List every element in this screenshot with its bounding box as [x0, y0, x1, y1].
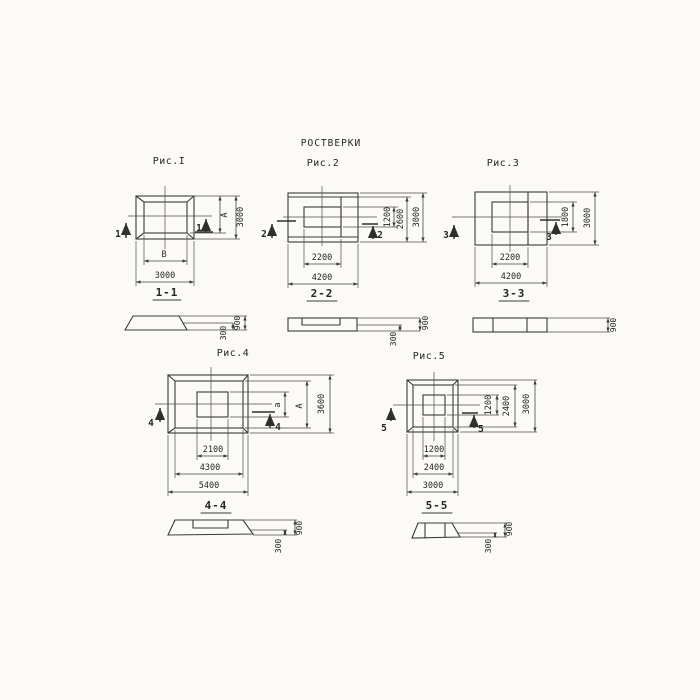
fig2-dim-height-inner: 1200	[383, 206, 393, 228]
fig2-dim-height-mid: 2600	[396, 208, 406, 230]
fig1-dim-height-inner: А	[220, 212, 230, 218]
fig4-caption: Рис.4	[216, 348, 250, 359]
fig4-plan-inner	[197, 392, 228, 417]
fig3-caption: Рис.3	[486, 158, 520, 169]
fig5-section-markers	[381, 408, 484, 435]
fig5-plan	[393, 372, 480, 441]
fig1-plan-inner	[144, 202, 187, 233]
fig1-dimensions	[136, 196, 246, 286]
figure-5	[381, 351, 537, 553]
fig4-dim-height-outer: 3600	[317, 393, 327, 415]
fig3-section-title: 3-3	[502, 287, 526, 300]
fig3-section-marker-right: 3	[546, 232, 552, 243]
fig2-section-dim-height: 900	[421, 315, 430, 331]
fig5-dim-width-inner: 1200	[423, 445, 445, 455]
fig1-plan	[128, 186, 212, 249]
fig4-dimensions	[168, 375, 334, 496]
fig5-profile-outline	[412, 523, 460, 538]
fig5-plan-outline	[407, 380, 458, 432]
fig2-section-marker-left: 2	[261, 229, 267, 240]
fig3-dim-width-outer: 4200	[500, 272, 522, 282]
fig5-caption: Рис.5	[412, 351, 446, 362]
fig4-dim-height-mid: А	[295, 403, 305, 409]
fig5-dimensions	[407, 380, 537, 496]
fig3-section-profile	[473, 318, 618, 333]
fig5-dim-height-inner: 1200	[484, 394, 494, 416]
fig4-dim-width-outer: 5400	[198, 481, 220, 491]
fig5-dim-width-outer: 3000	[422, 481, 444, 491]
fig4-section-title: 4-4	[204, 499, 228, 512]
fig4-section-marker-left: 4	[148, 418, 154, 429]
fig3-dim-height-outer: 3000	[583, 207, 593, 229]
fig2-section-profile	[288, 316, 430, 347]
fig4-plan	[155, 367, 272, 441]
fig1-centerlines	[128, 186, 212, 249]
fig3-section-dim-height: 900	[609, 317, 618, 333]
fig3-dimensions	[475, 192, 599, 287]
figure-1	[115, 156, 247, 340]
fig2-section-title: 2-2	[310, 287, 334, 300]
fig1-section-profile	[125, 316, 247, 341]
sheet-title: РОСТВЕРКИ	[300, 138, 362, 149]
fig4-dim-height-inner: а	[273, 402, 283, 408]
fig4-section-dim-height: 900	[295, 520, 304, 536]
fig3-plan-outline	[475, 192, 547, 245]
fig2-plan-outline	[288, 193, 358, 242]
fig1-dim-height-outer: 3000	[236, 206, 246, 228]
fig4-dim-width-mid: 4300	[199, 463, 221, 473]
fig3-section-marker-left: 3	[443, 230, 449, 241]
fig4-dim-width-inner: 2100	[202, 445, 224, 455]
fig1-caption: Рис.I	[152, 156, 186, 167]
fig3-profile-outline	[473, 318, 547, 332]
figure-3	[443, 158, 618, 332]
fig5-centerlines	[393, 372, 480, 441]
fig2-section-dim-ledge: 300	[389, 331, 398, 347]
fig1-section-markers	[115, 219, 213, 240]
fig1-dim-width-outer: 3000	[154, 271, 176, 281]
fig2-dim-width-outer: 4200	[311, 273, 333, 283]
fig3-dim-height-inner: 1800	[561, 206, 571, 228]
fig5-section-dim-ledge: 300	[484, 538, 493, 554]
fig1-section-marker-left: 1	[115, 229, 121, 240]
fig2-dim-width-inner: 2200	[311, 253, 333, 263]
fig5-section-marker-right: 5	[478, 424, 484, 435]
fig1-section-title: 1-1	[155, 286, 179, 299]
fig5-section-title: 5-5	[425, 499, 449, 512]
fig4-plan-mid	[175, 381, 243, 428]
figure-2	[261, 158, 430, 346]
fig2-plan	[283, 186, 377, 246]
fig5-dim-width-mid: 2400	[423, 463, 445, 473]
fig5-section-marker-left: 5	[381, 423, 387, 434]
fig5-section-dim-height: 900	[505, 521, 514, 537]
fig2-section-marker-right: 2	[377, 230, 383, 241]
figure-4	[148, 348, 334, 553]
fig4-section-dim-ledge: 300	[274, 538, 283, 554]
fig4-section-marker-right: 4	[275, 422, 281, 433]
fig1-section-marker-right: 1	[196, 223, 202, 234]
fig1-dim-width-inner: В	[161, 250, 167, 260]
fig1-section-dim-ledge: 300	[219, 325, 228, 341]
fig2-caption: Рис.2	[306, 158, 340, 169]
fig3-dim-width-inner: 2200	[499, 253, 521, 263]
fig5-dim-height-outer: 3000	[522, 393, 532, 415]
fig5-dim-height-mid: 2400	[502, 395, 512, 417]
fig1-section-dim-height: 900	[233, 315, 242, 331]
fig5-section-profile	[412, 522, 514, 554]
fig4-section-profile	[168, 520, 304, 553]
fig2-dim-height-outer: 3000	[412, 206, 422, 228]
fig5-plan-mid	[413, 385, 453, 427]
fig1-profile-outline	[125, 316, 187, 330]
